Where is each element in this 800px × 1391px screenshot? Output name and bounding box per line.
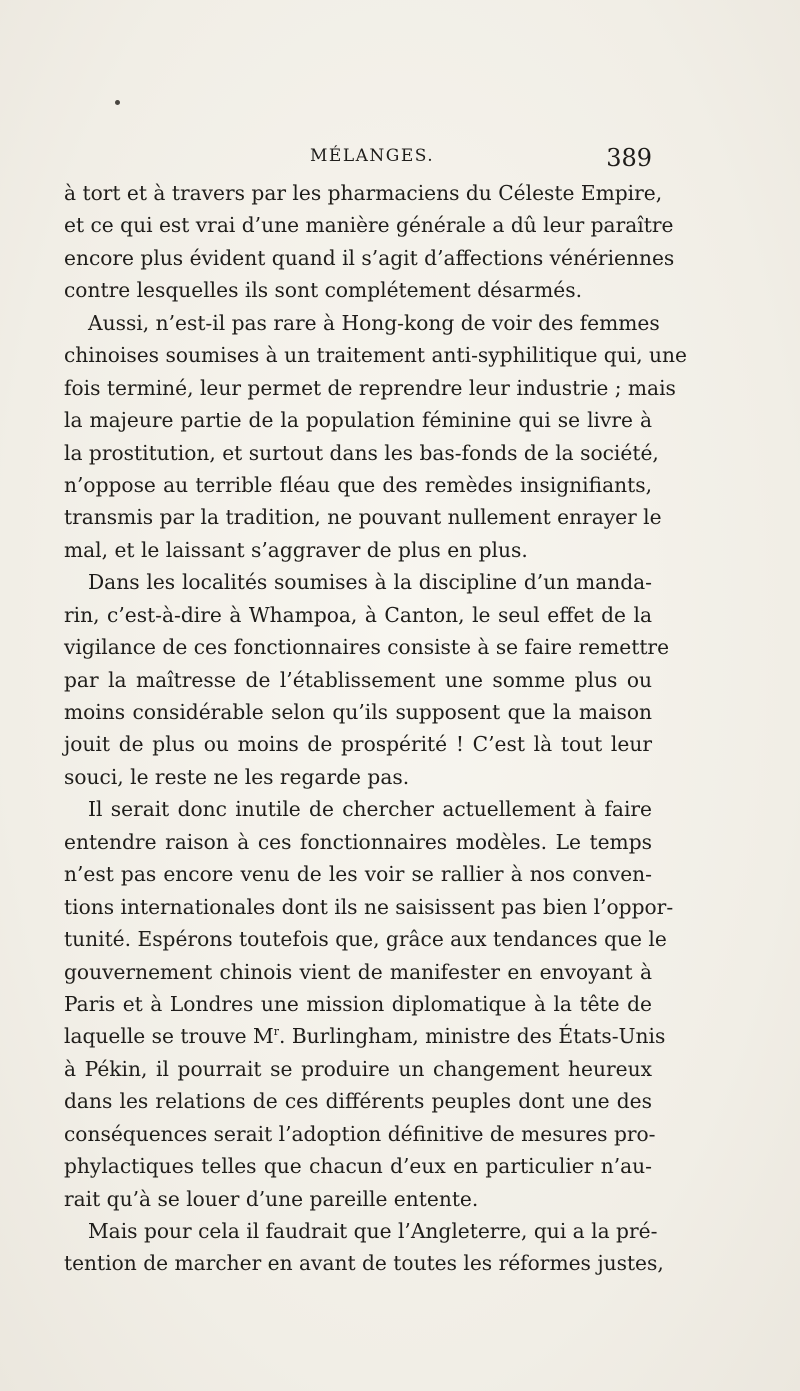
running-head: MÉLANGES. bbox=[310, 146, 435, 166]
text-line: à Pékin, il pourrait se produire un changement heureux bbox=[64, 1056, 652, 1081]
text-line: conséquences serait l’adoption définitive de mesures pro- bbox=[64, 1121, 656, 1146]
text-line: encore plus évident quand il s’agit d’affections vénériennes bbox=[64, 245, 675, 270]
text-line: entendre raison à ces fonctionnaires modèles. Le temps bbox=[64, 829, 652, 854]
text-line: dans les relations de ces différents peuples dont une des bbox=[64, 1089, 652, 1114]
page-number: 389 bbox=[606, 144, 652, 172]
text-line: par la maîtresse de l’établissement une somme plus ou bbox=[64, 667, 652, 692]
text-line: Aussi, n’est-il pas rare à Hong-kong de voir des femmes bbox=[88, 310, 660, 335]
text-line: transmis par la tradition, ne pouvant nullement enrayer le bbox=[64, 505, 662, 530]
text-line: phylactiques telles que chacun d’eux en particulier n’au- bbox=[64, 1154, 652, 1179]
text-line-with-superscript bbox=[64, 1020, 666, 1052]
text-line: vigilance de ces fonctionnaires consiste à se faire remettre bbox=[64, 635, 670, 660]
text-line: contre lesquelles ils sont complétement désarmés. bbox=[64, 278, 582, 303]
text-line: la majeure partie de la population féminine qui se livre à bbox=[64, 408, 652, 433]
text-line: rin, c’est-à-dire à Whampoa, à Canton, le seul effet de la bbox=[64, 602, 652, 627]
text-line: tention de marcher en avant de toutes les réformes justes, bbox=[64, 1251, 664, 1276]
text-line: tions internationales dont ils ne saisissent pas bien l’oppor- bbox=[64, 894, 674, 919]
text-line: souci, le reste ne les regarde pas. bbox=[64, 764, 410, 789]
text-line: Paris et à Londres une mission diplomatique à la tête de bbox=[64, 991, 652, 1016]
text-line: et ce qui est vrai d’une manière générale a dû leur paraître bbox=[64, 213, 674, 238]
text-line: la prostitution, et surtout dans les bas-fonds de la société, bbox=[64, 440, 659, 465]
text-line: tunité. Espérons toutefois que, grâce aux tendances que le bbox=[64, 927, 667, 952]
text-line: mal, et le laissant s’aggraver de plus en plus. bbox=[64, 537, 528, 562]
text-line: jouit de plus ou moins de prospérité ! C’est là tout leur bbox=[64, 732, 652, 757]
superscript: r bbox=[273, 1025, 279, 1039]
text-line: chinoises soumises à un traitement anti-syphilitique qui, une bbox=[64, 343, 687, 368]
text-segment: laquelle se trouve M bbox=[64, 1024, 274, 1049]
text-line: fois terminé, leur permet de reprendre leur industrie ; mais bbox=[64, 375, 676, 400]
text-line: moins considérable selon qu’ils supposent que la maison bbox=[64, 700, 652, 724]
page-header bbox=[62, 144, 652, 172]
text-segment: . Burlingham, ministre des États-Unis bbox=[279, 1024, 666, 1049]
text-line: rait qu’à se louer d’une pareille entente. bbox=[64, 1186, 479, 1211]
text-line: n’est pas encore venu de les voir se rallier à nos conven- bbox=[64, 862, 652, 887]
text-line: gouvernement chinois vient de manifester en envoyant à bbox=[64, 959, 652, 984]
text-line: Dans les localités soumises à la discipline d’un manda- bbox=[88, 570, 652, 595]
text-line: n’oppose au terrible fléau que des remèdes insignifiants, bbox=[64, 472, 652, 497]
text-line: Il serait donc inutile de chercher actuellement à faire bbox=[88, 797, 652, 822]
text-line: à tort et à travers par les pharmaciens du Céleste Empire, bbox=[64, 181, 663, 205]
ink-speck bbox=[115, 100, 120, 105]
text-line: Mais pour cela il faudrait que l’Angleterre, qui a la pré- bbox=[88, 1219, 658, 1243]
body-text bbox=[64, 177, 687, 1280]
